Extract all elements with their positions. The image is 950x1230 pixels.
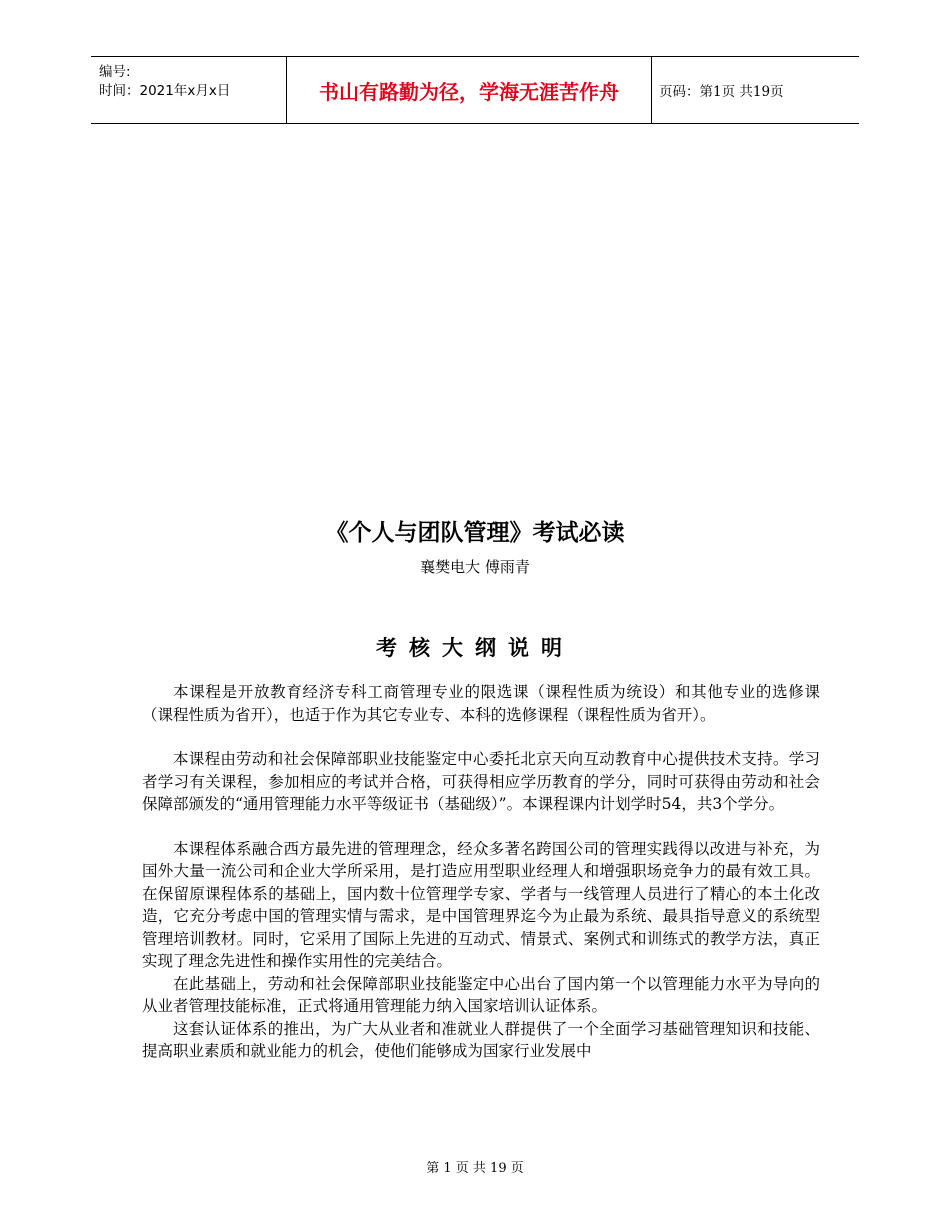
time-label: 时间：2021年x月x日 xyxy=(99,83,231,99)
page-header xyxy=(91,56,859,124)
section-title: 考核大纲说明 xyxy=(376,636,574,660)
header-page-info: 页码：第1页 共19页 xyxy=(659,84,784,100)
motto: 书山有路勤为径，学海无涯苦作舟 xyxy=(319,79,619,104)
paragraph: 本课程由劳动和社会保障部职业技能鉴定中心委托北京天向互动教育中心提供技术支持。学习者学习有关课程，参加相应的考试并合格，可获得相应学历教育的学分，同时可获得由劳动和社会保障部颁发的“通用管理能力水平等级证书（基础级）”。本课程课内计划学时54，共3个学分。 xyxy=(142,750,820,813)
document-author: 襄樊电大 傅雨青 xyxy=(420,558,530,576)
header-motto-cell xyxy=(286,57,652,123)
paragraph: 本课程是开放教育经济专科工商管理专业的限选课（课程性质为统设）和其他专业的选修课（课程性质为省开），也适于作为其它专业专、本科的选修课程（课程性质为省开）。 xyxy=(142,683,820,724)
number-label: 编号: xyxy=(99,64,131,80)
paragraph: 在此基础上，劳动和社会保障部职业技能鉴定中心出台了国内第一个以管理能力水平为导向的从业者管理技能标准，正式将通用管理能力纳入国家培训认证体系。 xyxy=(142,974,820,1015)
document-body xyxy=(142,681,820,1063)
paragraph: 这套认证体系的推出，为广大从业者和准就业人群提供了一个全面学习基础管理知识和技能、提高职业素质和就业能力的机会，使他们能够成为国家行业发展中 xyxy=(142,1019,820,1060)
document-title: 《个人与团队管理》考试必读 xyxy=(325,520,625,546)
paragraph: 本课程体系融合西方最先进的管理理念，经众多著名跨国公司的管理实践得以改进与补充，为国外大量一流公司和企业大学所采用，是打造应用型职业经理人和增强职场竞争力的最有效工具。在保留原课程体系的基础上，国内数十位管理学专家、学者与一线管理人员进行了精心的本土化改造，它充分考虑中国的管理实情与需求，是中国管理界迄今为止最为系统、最具指导意义的系统型管理培训教材。同时，它采用了国际上先进的互动式、情景式、案例式和训练式的教学方法，真正实现了理念先进性和操作实用性的完美结合。 xyxy=(142,839,820,970)
page-footer: 第 1 页 共 19 页 xyxy=(426,1161,524,1176)
header-meta xyxy=(91,57,286,123)
header-page-cell xyxy=(651,57,859,123)
